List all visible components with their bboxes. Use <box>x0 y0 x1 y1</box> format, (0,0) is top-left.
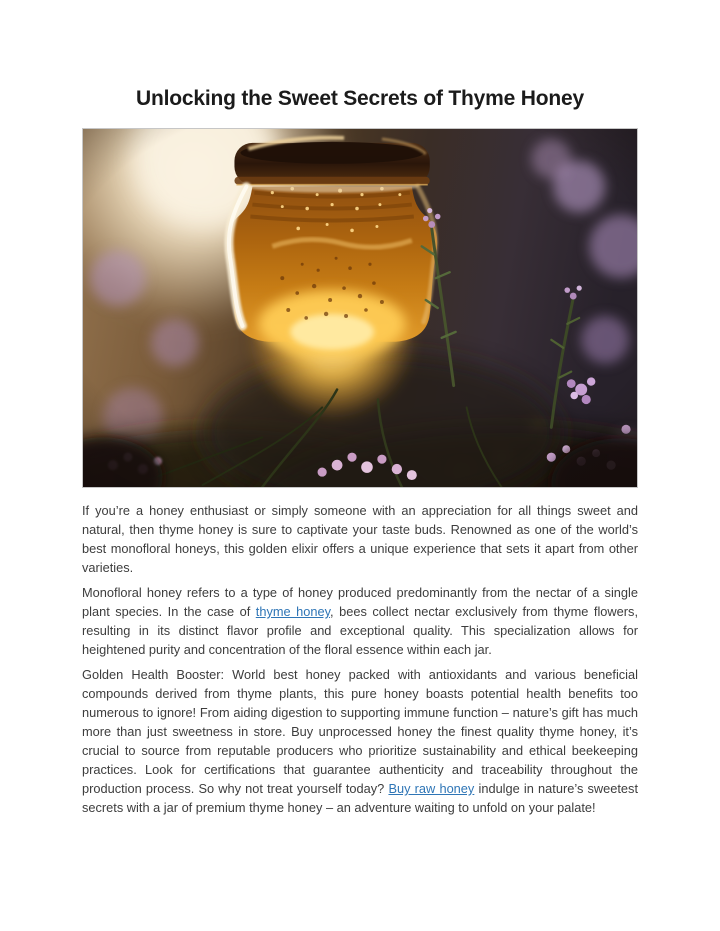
buy-raw-honey-link[interactable]: Buy raw honey <box>388 781 475 796</box>
text-run: If you’re a honey enthusiast or simply someone with an appreciation for all things sweet and natural, then thyme honey is sure to captivate your taste buds. Renowned as one of the world’s best monofloral honeys, this golden elixir offers a unique experience that sets it apart from other varieties. <box>82 503 638 575</box>
text-run: Monofloral honey refers to a type of honey produced predominantly from the nectar of a single plant species. In the case of <box>82 585 638 619</box>
text-run: , bees collect nectar exclusively from thyme flowers, resulting in its distinct flavor profile and exceptional quality. This specialization allows for heightened purity and concentration of the floral essence within each jar. <box>82 604 638 657</box>
article-body <box>82 501 638 817</box>
hero-image <box>82 128 638 488</box>
text-run: Golden Health Booster: World best honey packed with antioxidants and various beneficial compounds derived from thyme plants, this pure honey boasts potential health benefits too numerous to ignore! From aiding digestion to supporting immune function – nature’s gift has much more than just sweetness in store. Buy unprocessed honey the finest quality thyme honey, it’s crucial to source from reputable producers who prioritize sustainability and ethical beekeeping practices. Look for certifications that guarantee authenticity and traceability throughout the production process. So why not treat yourself today? <box>82 667 638 796</box>
text-run: indulge in nature’s sweetest secrets with a jar of premium thyme honey – an adventure waiting to unfold on your palate! <box>82 781 639 815</box>
page-title: Unlocking the Sweet Secrets of Thyme Honey <box>136 87 584 110</box>
honey-jar-photo <box>83 129 637 487</box>
paragraph-3 <box>82 665 638 817</box>
paragraph-1 <box>82 501 638 577</box>
vignette-overlay <box>83 129 637 487</box>
paragraph-2 <box>82 583 638 659</box>
thyme-honey-link[interactable]: thyme honey <box>255 604 331 619</box>
content-column <box>82 0 638 817</box>
